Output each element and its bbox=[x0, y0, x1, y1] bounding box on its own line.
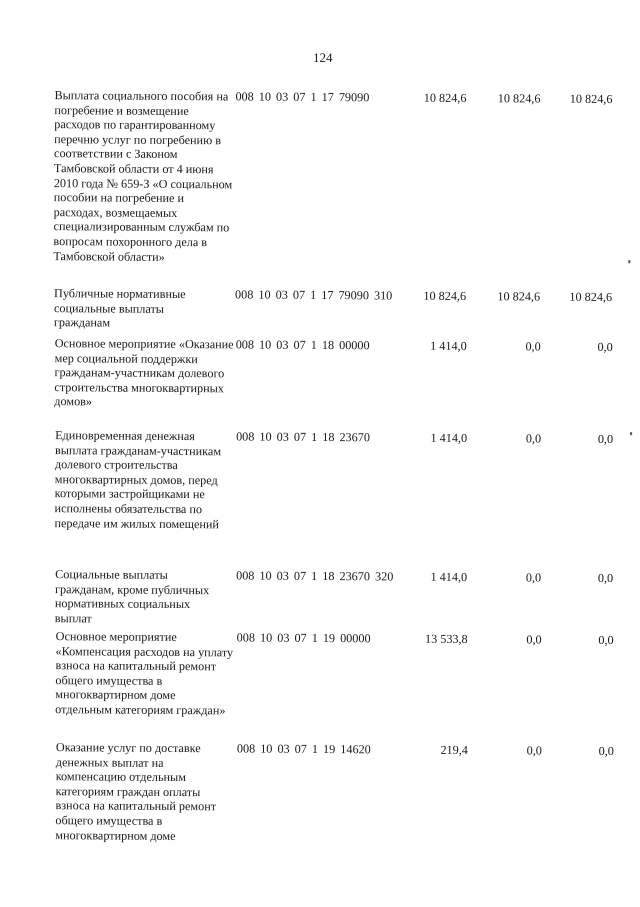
row-description: Публичные нормативные социальные выплаты гражданам bbox=[53, 286, 186, 330]
row-description: Социальные выплаты гражданам, кроме публичных нормативных социальных выплат bbox=[54, 567, 210, 626]
row-value-1: 1 414,0 bbox=[430, 338, 467, 354]
row-budget-code: 008 10 03 07 1 18 23670 320 bbox=[236, 568, 394, 584]
row-value-3: 0,0 bbox=[597, 339, 613, 355]
row-budget-code: 008 10 03 07 1 18 23670 bbox=[236, 429, 371, 445]
row-value-2: 0,0 bbox=[526, 743, 542, 758]
table-row bbox=[54, 336, 615, 409]
row-description: Основное мероприятие «Оказание мер социальной поддержки гражданам-участникам долевого строительства многоквартирных домов» bbox=[54, 336, 234, 409]
row-value-2: 10 824,6 bbox=[497, 289, 541, 304]
row-value-1: 1 414,0 bbox=[430, 569, 468, 585]
row-value-2: 0,0 bbox=[525, 570, 542, 585]
row-description: Оказание услуг по доставке денежных выплат на компенсацию отдельным категориям граждан оплаты взноса на капитальный ремонт общего имущества в многоквартирном доме bbox=[55, 740, 217, 843]
row-value-1: 10 824,6 bbox=[423, 90, 467, 106]
table-row bbox=[54, 567, 615, 626]
row-value-2: 10 824,6 bbox=[497, 91, 541, 106]
row-value-2: 0,0 bbox=[525, 431, 542, 446]
row-value-1: 219,4 bbox=[440, 742, 468, 758]
row-value-3: 0,0 bbox=[597, 570, 614, 586]
row-value-3: 0,0 bbox=[598, 632, 614, 648]
row-budget-code: 008 10 03 07 1 17 79090 310 bbox=[235, 287, 393, 303]
scan-speck bbox=[628, 260, 630, 263]
row-budget-code: 008 10 03 07 1 19 00000 bbox=[236, 630, 371, 646]
row-value-2: 0,0 bbox=[525, 339, 541, 354]
row-value-2: 0,0 bbox=[526, 632, 542, 647]
row-value-1: 13 533,8 bbox=[424, 631, 468, 647]
row-description: Единовременная денежная выплата гражданам-участникам долевого строительства многоквартирных домов, перед которыми застройщиками не исполнены обязательства по передаче им жилых помещений bbox=[54, 428, 222, 531]
row-budget-code: 008 10 03 07 1 18 00000 bbox=[235, 337, 370, 353]
row-budget-code: 008 10 03 07 1 19 14620 bbox=[236, 741, 371, 757]
row-value-1: 1 414,0 bbox=[430, 430, 468, 446]
row-budget-code: 008 10 03 07 1 17 79090 bbox=[235, 89, 370, 105]
row-value-3: 10 824,6 bbox=[569, 91, 613, 107]
scan-speck bbox=[630, 432, 632, 435]
page-number: 124 bbox=[312, 49, 333, 66]
row-value-3: 10 824,6 bbox=[569, 289, 613, 305]
row-value-1: 10 824,6 bbox=[423, 288, 467, 304]
table-row bbox=[55, 629, 616, 718]
table-row bbox=[53, 88, 615, 264]
table-row bbox=[53, 286, 614, 330]
row-value-3: 0,0 bbox=[597, 431, 614, 447]
table-row bbox=[54, 428, 615, 531]
row-value-3: 0,0 bbox=[598, 743, 614, 759]
row-description: Выплата социального пособия на погребение и возмещение расходов по гарантированному перечню услуг по погребению в соответствии с Законом Тамбовской области от 4 июня 2010 года № 659-З «О социальном пособии на погребение и расходах, возмещаемых специализированным службам по вопросам похоронного дела в Тамбовской области» bbox=[53, 88, 233, 264]
table-row bbox=[55, 740, 616, 843]
row-description: Основное мероприятие «Компенсация расходов на уплату взноса на капитальный ремонт общего имущества в многоквартирном доме отдельным категориям граждан» bbox=[55, 629, 234, 718]
